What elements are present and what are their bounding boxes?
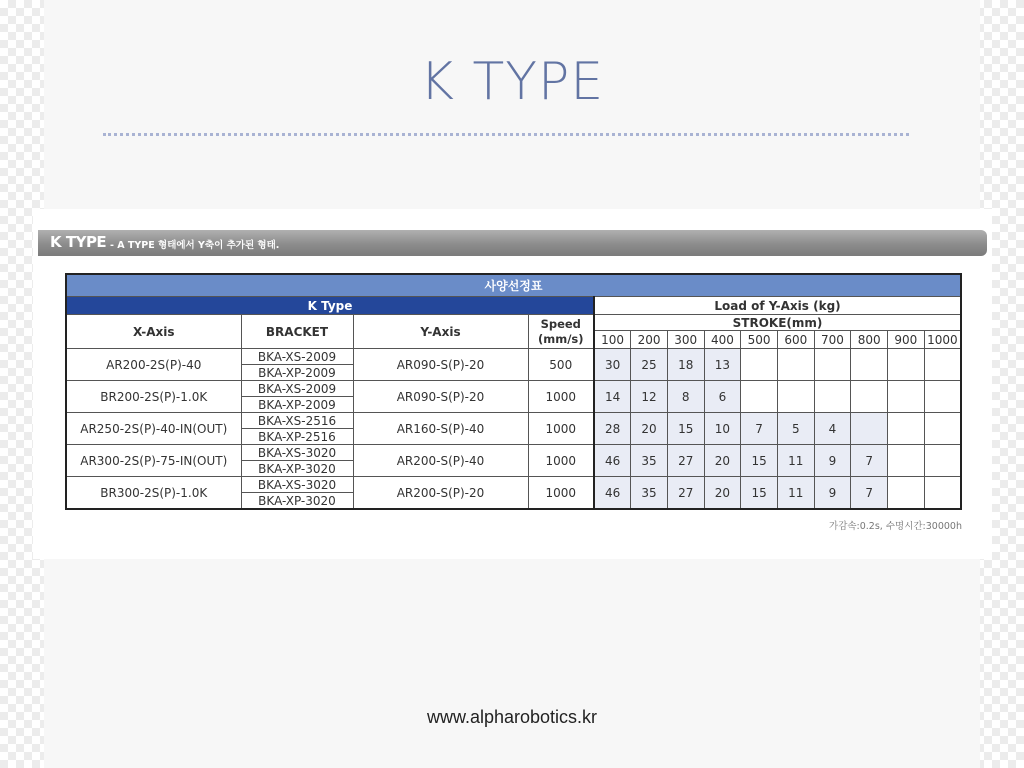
bracket-model: BKA-XS-3020 — [241, 477, 353, 493]
load-cell-900 — [888, 413, 925, 445]
x-axis-model: AR250-2S(P)-40-IN(OUT) — [66, 413, 241, 445]
load-cell-200: 20 — [631, 413, 668, 445]
load-cell-200: 25 — [631, 349, 668, 381]
load-cell-700 — [814, 349, 851, 381]
bracket-model: BKA-XS-2009 — [241, 349, 353, 365]
load-cell-800: 7 — [851, 445, 888, 477]
load-cell-100: 28 — [594, 413, 631, 445]
col-header-bracket: BRACKET — [241, 315, 353, 349]
table-row — [66, 381, 961, 397]
load-cell-600 — [777, 349, 814, 381]
speed-value: 1000 — [528, 413, 594, 445]
ktype-header: K Type — [66, 297, 594, 315]
table-main-header: 사양선정표 — [66, 274, 961, 297]
spec-table — [65, 273, 962, 510]
spec-panel — [33, 209, 992, 559]
stroke-col-300: 300 — [667, 331, 704, 349]
y-axis-model: AR160-S(P)-40 — [353, 413, 528, 445]
load-cell-700: 9 — [814, 445, 851, 477]
footer-url: www.alpharobotics.kr — [426, 707, 598, 727]
load-cell-1000 — [924, 381, 961, 413]
load-cell-1000 — [924, 477, 961, 510]
x-axis-model: BR200-2S(P)-1.0K — [66, 381, 241, 413]
load-cell-300: 18 — [667, 349, 704, 381]
load-cell-900 — [888, 477, 925, 510]
load-cell-200: 12 — [631, 381, 668, 413]
load-cell-1000 — [924, 445, 961, 477]
bracket-model: BKA-XS-3020 — [241, 445, 353, 461]
banner-subtitle: - A TYPE 형태에서 Y축이 추가된 형태. — [110, 240, 280, 251]
load-cell-100: 14 — [594, 381, 631, 413]
load-cell-700: 4 — [814, 413, 851, 445]
table-row — [66, 445, 961, 461]
load-cell-100: 46 — [594, 445, 631, 477]
bracket-model: BKA-XP-3020 — [241, 461, 353, 477]
load-cell-500 — [741, 349, 778, 381]
load-cell-500: 15 — [741, 477, 778, 510]
bracket-model: BKA-XP-2009 — [241, 365, 353, 381]
x-axis-model: BR300-2S(P)-1.0K — [66, 477, 241, 510]
load-cell-400: 20 — [704, 477, 741, 510]
table-row — [66, 477, 961, 493]
load-cell-400: 6 — [704, 381, 741, 413]
page-title: K TYPE — [419, 52, 605, 112]
load-cell-700 — [814, 381, 851, 413]
stroke-col-900: 900 — [888, 331, 925, 349]
stroke-col-100: 100 — [594, 331, 631, 349]
speed-value: 1000 — [528, 477, 594, 510]
speed-value: 1000 — [528, 381, 594, 413]
load-cell-900 — [888, 381, 925, 413]
stroke-col-1000: 1000 — [924, 331, 961, 349]
load-cell-500 — [741, 381, 778, 413]
col-header-speed: Speed (mm/s) — [528, 315, 594, 349]
x-axis-model: AR300-2S(P)-75-IN(OUT) — [66, 445, 241, 477]
y-axis-model: AR090-S(P)-20 — [353, 349, 528, 381]
bracket-model: BKA-XP-2009 — [241, 397, 353, 413]
load-cell-200: 35 — [631, 477, 668, 510]
load-cell-800 — [851, 381, 888, 413]
load-cell-900 — [888, 445, 925, 477]
bracket-model: BKA-XP-3020 — [241, 493, 353, 510]
load-cell-400: 20 — [704, 445, 741, 477]
load-cell-300: 27 — [667, 445, 704, 477]
stroke-header: STROKE(mm) — [594, 315, 961, 331]
y-axis-model: AR200-S(P)-40 — [353, 445, 528, 477]
table-row — [66, 349, 961, 365]
load-cell-600 — [777, 381, 814, 413]
load-cell-600: 11 — [777, 477, 814, 510]
col-header-yaxis: Y-Axis — [353, 315, 528, 349]
speed-value: 1000 — [528, 445, 594, 477]
banner-title: K TYPE — [50, 233, 107, 251]
stroke-col-600: 600 — [777, 331, 814, 349]
load-cell-800 — [851, 349, 888, 381]
load-cell-300: 8 — [667, 381, 704, 413]
load-cell-100: 46 — [594, 477, 631, 510]
stroke-col-200: 200 — [631, 331, 668, 349]
bracket-model: BKA-XP-2516 — [241, 429, 353, 445]
col-header-xaxis: X-Axis — [66, 315, 241, 349]
load-cell-800 — [851, 413, 888, 445]
speed-value: 500 — [528, 349, 594, 381]
load-cell-900 — [888, 349, 925, 381]
load-cell-200: 35 — [631, 445, 668, 477]
load-cell-300: 27 — [667, 477, 704, 510]
bracket-model: BKA-XS-2516 — [241, 413, 353, 429]
y-axis-model: AR200-S(P)-20 — [353, 477, 528, 510]
load-cell-300: 15 — [667, 413, 704, 445]
title-divider — [103, 133, 909, 136]
load-cell-800: 7 — [851, 477, 888, 510]
load-cell-1000 — [924, 349, 961, 381]
stroke-col-400: 400 — [704, 331, 741, 349]
table-footnote: 가감속:0.2s, 수명시간:30000h — [829, 521, 962, 532]
load-cell-500: 7 — [741, 413, 778, 445]
load-cell-600: 11 — [777, 445, 814, 477]
y-axis-model: AR090-S(P)-20 — [353, 381, 528, 413]
load-cell-100: 30 — [594, 349, 631, 381]
load-cell-400: 10 — [704, 413, 741, 445]
load-cell-1000 — [924, 413, 961, 445]
stroke-col-800: 800 — [851, 331, 888, 349]
table-row — [66, 413, 961, 429]
load-cell-500: 15 — [741, 445, 778, 477]
stroke-col-500: 500 — [741, 331, 778, 349]
load-cell-700: 9 — [814, 477, 851, 510]
section-banner — [38, 230, 987, 256]
load-cell-400: 13 — [704, 349, 741, 381]
load-cell-600: 5 — [777, 413, 814, 445]
x-axis-model: AR200-2S(P)-40 — [66, 349, 241, 381]
stroke-col-700: 700 — [814, 331, 851, 349]
bracket-model: BKA-XS-2009 — [241, 381, 353, 397]
load-header: Load of Y-Axis (kg) — [594, 297, 961, 315]
